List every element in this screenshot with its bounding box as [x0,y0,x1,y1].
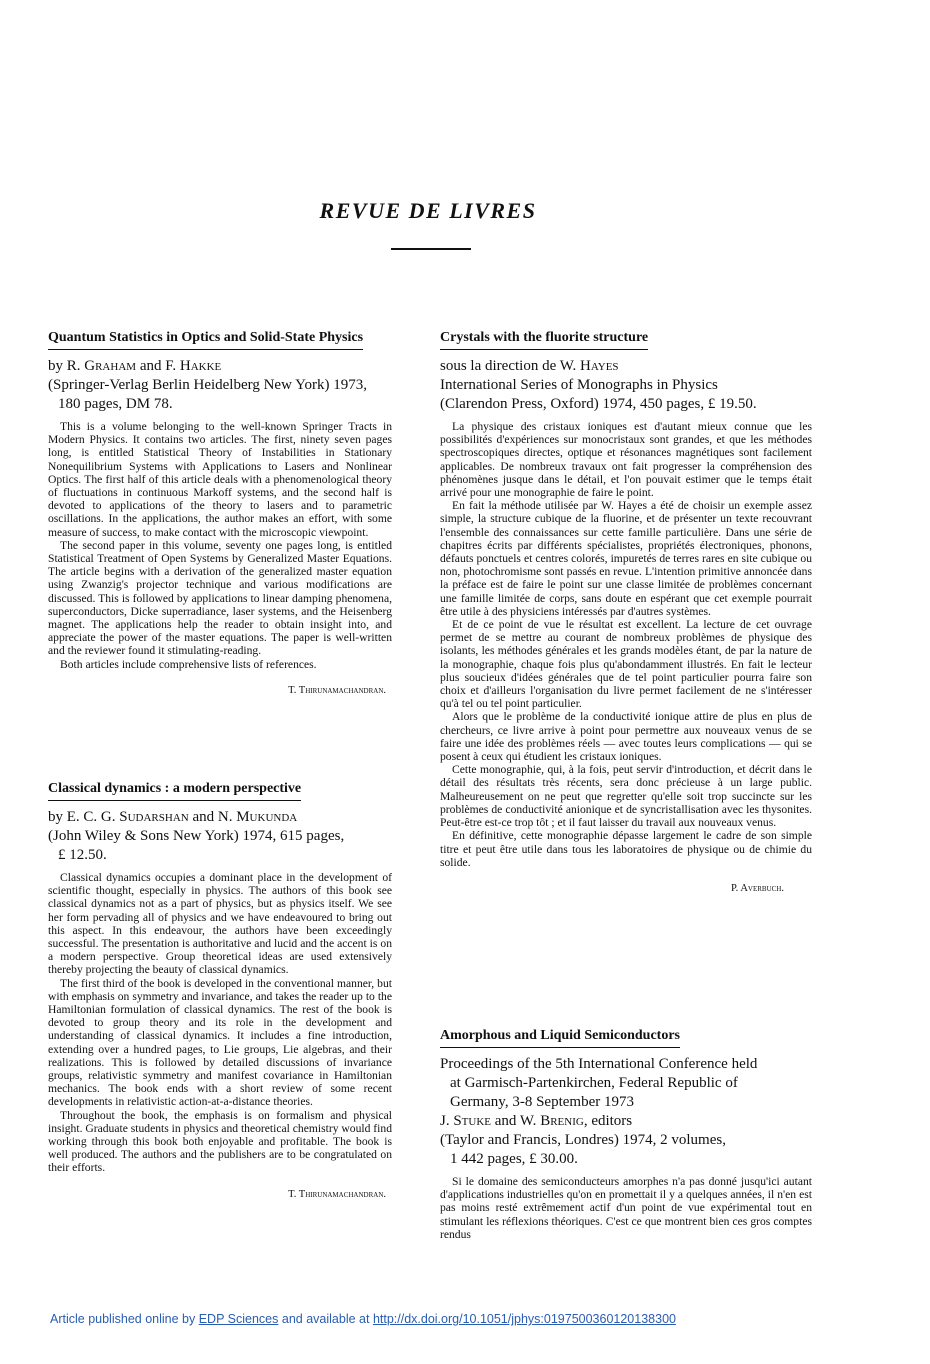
byline-and: and F. [139,358,177,374]
review-paragraph: Et de ce point de vue le résultat est excellent. La lecture de cet ouvrage permet de se mettre au courant de nombreux problèmes de physique des isolants, les méthodes générales et les grands modèles étant, de par la nature de la monographie, chaque fois plus qu'abondamment illustrés. En fait le lecteur plus soucieux d'idées générales que de tel point particulier pourra faire son choix et d'ailleurs l'organisation du livre permet facilement de ne s'intéresser qu'à tel ou tel point particulier. [440,618,812,711]
review-biblio [48,808,392,865]
review-paragraph: Alors que le problème de la conductivité ionique attire de plus en plus de chercheurs, ce livre arrive à point pour permettre aux nouveaux venus de se faire une idée des problèmes réels — avec toutes leurs complications — qui se posent à ceux qui étudient les cristaux ioniques. [440,710,812,764]
edp-sciences-link[interactable]: EDP Sciences [198,1312,279,1326]
review-paragraph: Classical dynamics occupies a dominant place in the development of scientific thought, especially in physics. The authors of this book see classical dynamics not as a part of physics, but as physics itself. We see her form pervading all of physics and we have endeavoured to bring out this aspect. In this endeavour, the authors have been exceedingly successful. The presentation is authoritative and lucid and the accent is on a modern perspective. Group theoretical ideas are used extensively thereby projecting the beauty of classical dynamics. [48,871,392,977]
publisher-info: (Taylor and Francis, Londres) 1974, 2 volumes, [440,1132,726,1148]
review-paragraph: Si le domaine des semiconducteurs amorphes n'a pas donné jusqu'ici autant d'applications industrielles qu'on en promettait il y a quelques années, il n'en est pas moins resté extrêmement actif d'un point de vue expérimental tout en stimulant les réflexions théoriques. C'est ce que montrent bien ces gros comptes rendus [440,1175,812,1241]
review-paragraph: En fait la méthode utilisée par W. Hayes a été de choisir un exemple assez simple, la structure cubique de la fluorine, et de présenter un texte recouvrant l'ensemble des connaissances sur cette famille particulière. Dans une série de chapitres écrits par différents spécialistes, propriétés électroniques, phonons, défauts ponctuels et centres colorés, impuretés de terres rares en site cubique ou non, photochromisme sont passés en revue. L'intention primitive annoncée dans la préface est de faire le point sur une classe limitée de problèmes concernant une famille limitée de corps, sans doute en espérant que cet exemple pourrait être utile à des physiciens intéressés par d'autres systèmes. [440,499,812,618]
review-paragraph: This is a volume belonging to the well-known Springer Tracts in Modern Physics. It contains two articles. The first, ninety seven pages long, is entitled Statistical Theory of Instabilities in Stationary Nonequilibrium Systems with Applications to Lasers and Nonlinear Optics. The first half of this article deals with a phenomenological theory of fluctuations in continuous Markoff systems, and the second half is devoted to applications of the theory to lasers and to parametric oscillations. In the applications, the author makes an effort, with some measure of success, to make contact with the microscopic viewpoint. [48,420,392,539]
review-paragraph: La physique des cristaux ioniques est d'autant mieux connue que les possibilités d'expériences sur monocristaux sont grandes, et que les méthodes spectroscopiques directes, optique et résonances magnétiques sont facilement applicables. De nombreux travaux ont fait progresser la compréhension des phénomènes jusque dans le détail, et l'on pouvait estimer que le temps était arrivé pour une monographie de faire le point. [440,420,812,500]
review-amorphous-semiconductors [440,1026,812,1241]
review-body [48,420,392,671]
author-name: Mukunda [236,809,298,825]
review-paragraph: Throughout the book, the emphasis is on formalism and physical insight. Graduate students in physics and theoretical chemistry would find working through this book both enjoyable and profitable. The book is well produced. The authors and the publishers are to be congratulated on their efforts. [48,1108,392,1175]
series-info: International Series of Monographs in Physics [440,377,718,393]
editor-prefix: sous la direction de W. [440,358,577,374]
review-signature: T. Thirunamachandran. [288,1188,386,1200]
review-body [48,871,392,1175]
review-title: Quantum Statistics in Optics and Solid-State Physics [48,329,363,350]
review-paragraph: Both articles include comprehensive lists of references. [60,657,317,671]
review-body [440,1175,812,1241]
author-name: Sudarshan [119,809,189,825]
publication-footer [50,1312,676,1326]
editor-name: Hayes [579,358,619,374]
proceedings-line: Germany, 3-8 September 1973 [450,1094,634,1110]
proceedings-line: at Garmisch-Partenkirchen, Federal Republic of [450,1075,738,1091]
review-paragraph: The second paper in this volume, seventy one pages long, is entitled Statistical Treatment of Open Systems by Generalized Master Equations. The article begins with a derivation of the generalized master equation using Zwanzig's projector technique and various modifications are discussed. This is followed by applications to linear damping phenomena, superconductors, Dicke superradiance, laser systems, and the Heisenberg magnet. The applications help the reader to obtain insight into, and appreciate the power of the master equations. The paper is well-written and the reviewer found it stimulating-reading. [48,538,392,658]
review-title: Amorphous and Liquid Semiconductors [440,1027,680,1048]
review-signature: P. Averbuch. [730,882,784,894]
review-fluorite-crystals [440,328,812,894]
review-quantum-statistics [48,328,392,696]
review-title: Crystals with the fluorite structure [440,329,648,350]
review-body [440,420,812,869]
byline-and: and N. [192,809,233,825]
editor-prefix: J. [440,1113,450,1129]
editor-suffix: , editors [583,1113,633,1129]
author-name: Graham [84,358,137,374]
review-paragraph: The first third of the book is developed in the conventional manner, but with emphasis on symmetry and invariance, and takes the reader up to the Hamiltonian formulation of classical dynamics. The rest of the book is devoted to group theory and its role in the development and understanding of classical dynamics. It includes a fine introduction, extending over a hundred pages, to Lie groups, Lie algebras, and their realizations. This is followed by detailed discussions of invariance groups, relativistic symmetry and manifest covariance in Hamiltonian mechanics. The book ends with a short review of some recent developments in relativistic action-at-a-distance theories. [48,976,392,1109]
review-paragraph: Cette monographie, qui, à la fois, peut servir d'introduction, et décrit dans le détail des résultats très récents, sera donc précieuse à un large public. Malheureusement on ne peut que regretter qu'elle soit trop succincte sur les problèmes de conductivité anionique et de syncristallisation avec les thysonites. Peut-être est-ce trop tôt ; et il faut laisser du travail aux nouveaux venus. [440,763,812,830]
review-classical-dynamics [48,779,392,1200]
editor-and: and W. [494,1113,537,1129]
publisher-info: (John Wiley & Sons New York) 1974, 615 pages, [48,828,345,844]
review-biblio [48,357,392,414]
byline-prefix: by E. C. G. [48,809,116,825]
review-paragraph: En définitive, cette monographie dépasse largement le cadre de son simple titre et peut être utile dans tous les laboratoires de physique ou de chimie du solide. [440,829,812,869]
editor-name: Brenig [540,1113,584,1129]
review-biblio [440,357,812,414]
author-name: Hakke [179,358,222,374]
proceedings-line: Proceedings of the 5th International Conference held [440,1056,758,1072]
review-signature: T. Thirunamachandran. [288,684,386,696]
publisher-info: (Springer-Verlag Berlin Heidelberg New York) 1973, [48,377,367,393]
footer-prefix: Article published online by [50,1312,196,1326]
publisher-info-cont: £ 12.50. [58,847,107,863]
publisher-info: (Clarendon Press, Oxford) 1974, 450 pages, £ 19.50. [440,396,757,412]
publisher-info-cont: 180 pages, DM 78. [58,396,173,412]
page-header-title: REVUE DE LIVRES [319,198,537,223]
doi-link[interactable]: http://dx.doi.org/10.1051/jphys:0197500360120138300 [372,1312,676,1326]
byline-prefix: by R. [48,358,81,374]
footer-middle: and available at [281,1312,370,1326]
review-title: Classical dynamics : a modern perspective [48,780,301,801]
header-rule [391,248,471,250]
editor-name: Stuke [453,1113,492,1129]
publisher-info-cont: 1 442 pages, £ 30.00. [450,1151,578,1167]
review-biblio [440,1055,812,1169]
